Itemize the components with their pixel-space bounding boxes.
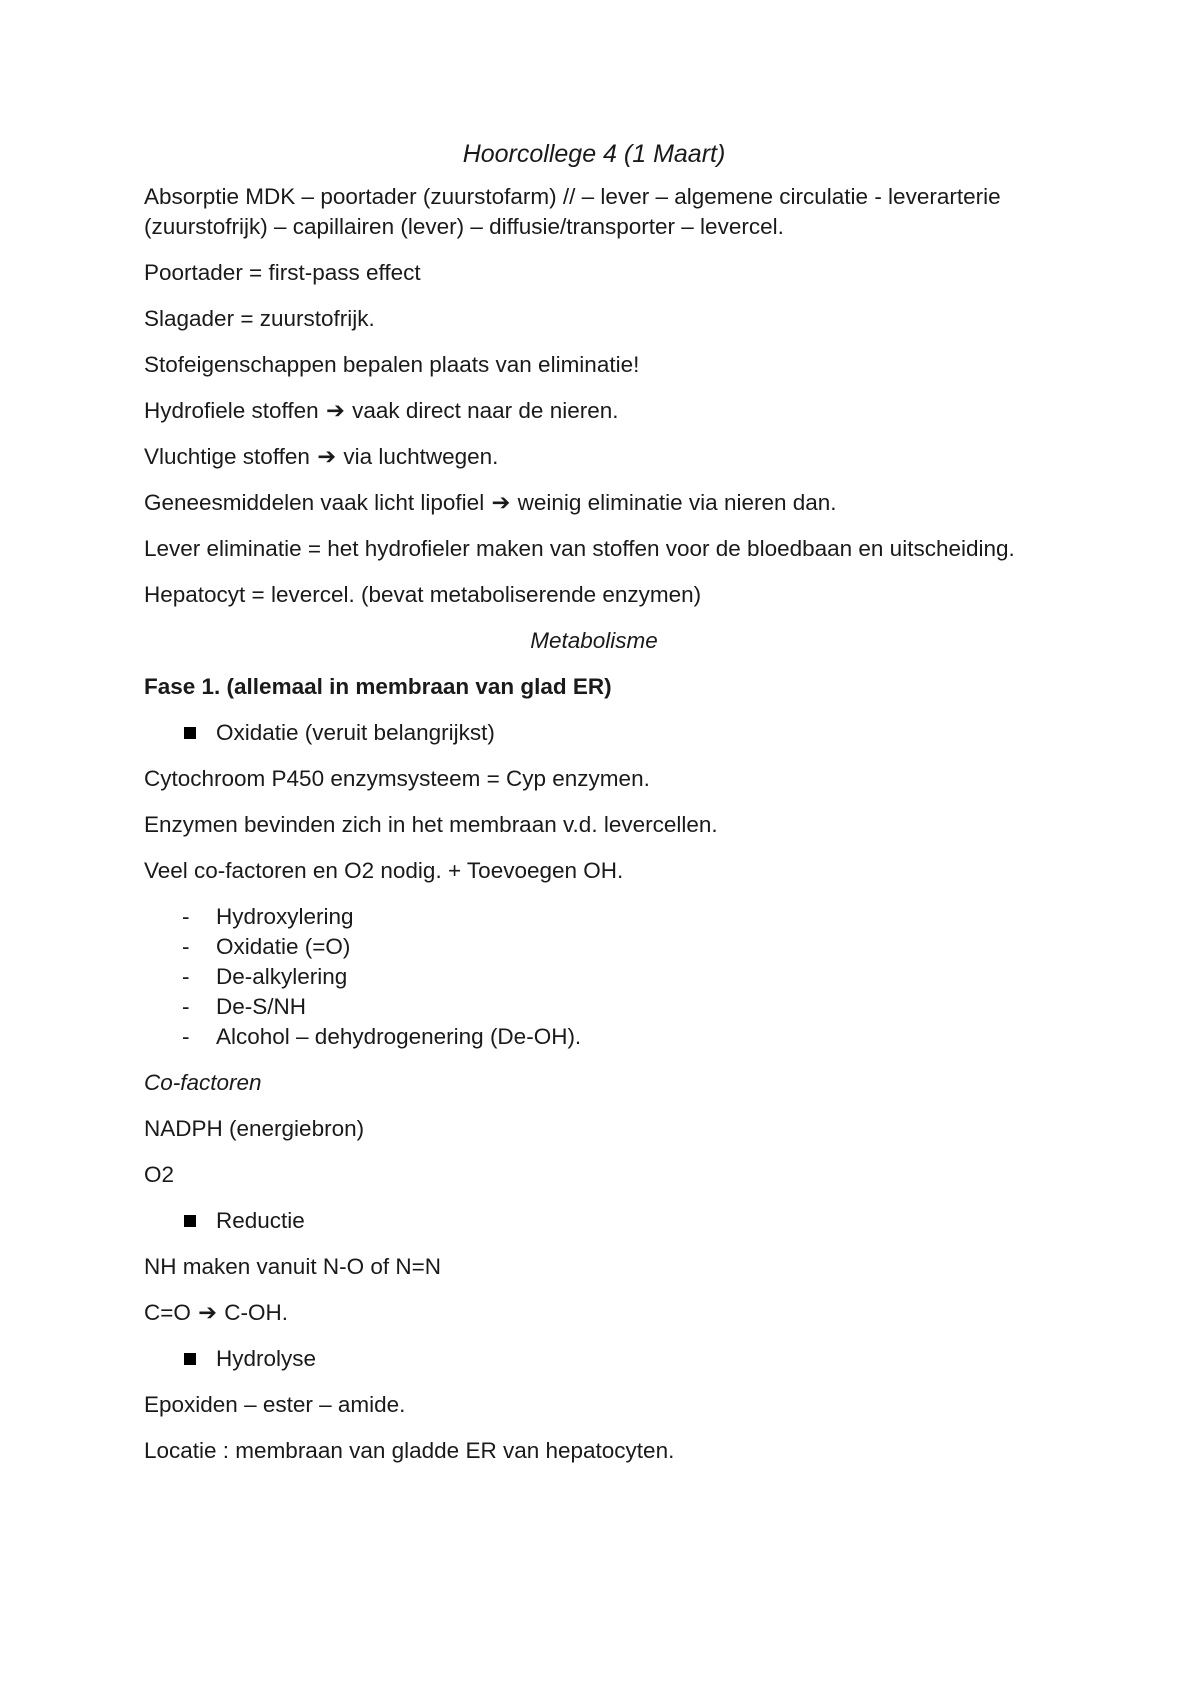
list-item-label: Alcohol – dehydrogenering (De-OH). [216, 1024, 582, 1049]
dash-marker: - [182, 964, 190, 989]
paragraph-c-o [144, 1298, 1044, 1328]
text-segment: C-OH. [224, 1300, 289, 1325]
cofactors-heading: Co-factoren [144, 1070, 262, 1095]
list-item [144, 992, 1044, 1022]
list-item [144, 962, 1044, 992]
dash-marker: - [182, 1024, 190, 1049]
paragraph-vluchtige-stoffen [144, 442, 1044, 472]
list-item-label: De-alkylering [216, 964, 348, 989]
bullet-label: Oxidatie (veruit belangrijkst) [216, 720, 495, 745]
dash-marker: - [182, 994, 190, 1019]
arrow-right-icon: ➔ [491, 490, 511, 515]
page-title: Hoorcollege 4 (1 Maart) [462, 140, 726, 168]
bullet-item-reductie [144, 1206, 1044, 1236]
arrow-right-icon: ➔ [325, 398, 345, 423]
document-body [144, 138, 1044, 1482]
arrow-right-icon: ➔ [198, 1300, 218, 1325]
paragraph-epoxiden: Epoxiden – ester – amide. [144, 1392, 406, 1417]
list-item-label: De-S/NH [216, 994, 307, 1019]
list-item [144, 902, 1044, 932]
paragraph-co-factoren-o2: Veel co-factoren en O2 nodig. + Toevoegen OH. [144, 858, 624, 883]
list-item [144, 932, 1044, 962]
paragraph-hepatocyt: Hepatocyt = levercel. (bevat metaboliserende enzymen) [144, 582, 702, 607]
dash-marker: - [182, 934, 190, 959]
phase-heading: Fase 1. (allemaal in membraan van glad ER) [144, 674, 612, 699]
text-segment: via luchtwegen. [343, 444, 499, 469]
paragraph-locatie: Locatie : membraan van gladde ER van hepatocyten. [144, 1438, 675, 1463]
list-item [144, 1022, 1044, 1052]
text-segment: weinig eliminatie via nieren dan. [517, 490, 837, 515]
dash-marker: - [182, 904, 190, 929]
paragraph-stofeigenschappen: Stofeigenschappen bepalen plaats van eliminatie! [144, 352, 640, 377]
text-segment: Vluchtige stoffen [144, 444, 310, 469]
square-bullet-icon [184, 1215, 196, 1227]
paragraph-lever-eliminatie: Lever eliminatie = het hydrofieler maken van stoffen voor de bloedbaan en uitscheiding. [144, 536, 1015, 561]
list-item-label: Oxidatie (=O) [216, 934, 351, 959]
text-segment: Hydrofiele stoffen [144, 398, 319, 423]
paragraph-enzymen: Enzymen bevinden zich in het membraan v.d. levercellen. [144, 812, 718, 837]
paragraph-hydrofiele-stoffen [144, 396, 1044, 426]
list-item-label: Hydroxylering [216, 904, 354, 929]
bullet-item-hydrolyse [144, 1344, 1044, 1374]
text-segment: C=O [144, 1300, 191, 1325]
paragraph-cytochroom: Cytochroom P450 enzymsysteem = Cyp enzymen. [144, 766, 650, 791]
paragraph-o2: O2 [144, 1162, 175, 1187]
text-segment: vaak direct naar de nieren. [352, 398, 619, 423]
paragraph-nh-maken: NH maken vanuit N-O of N=N [144, 1254, 441, 1279]
square-bullet-icon [184, 1353, 196, 1365]
bullet-label: Reductie [216, 1208, 305, 1233]
text-segment: Geneesmiddelen vaak licht lipofiel [144, 490, 485, 515]
paragraph-poortader: Poortader = first-pass effect [144, 260, 421, 285]
bullet-label: Hydrolyse [216, 1346, 317, 1371]
paragraph-slagader: Slagader = zuurstofrijk. [144, 306, 375, 331]
section-heading-metabolisme: Metabolisme [530, 628, 658, 653]
arrow-right-icon: ➔ [317, 444, 337, 469]
paragraph-nadph: NADPH (energiebron) [144, 1116, 365, 1141]
square-bullet-icon [184, 727, 196, 739]
dash-list [144, 902, 1044, 1052]
bullet-item-oxidatie [144, 718, 1044, 748]
paragraph-absorptie: Absorptie MDK – poortader (zuurstofarm) // – lever – algemene circulatie - leverarterie (zuurstofrijk) – capillairen (lever) – diffusie/transporter – levercel. [144, 184, 1001, 239]
paragraph-geneesmiddelen [144, 488, 1044, 518]
